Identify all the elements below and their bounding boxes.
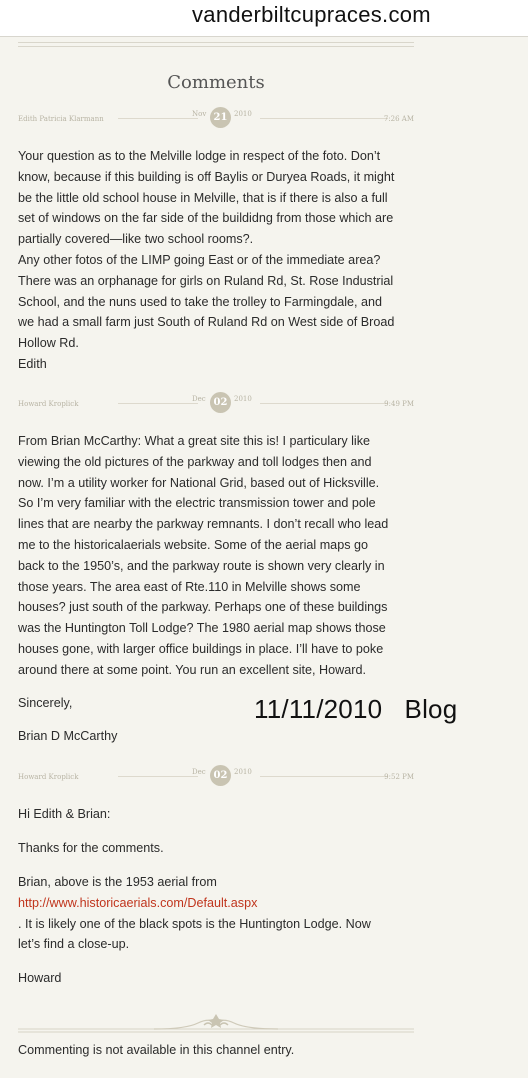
comment-line: Your question as to the Melville lodge in respect of the foto. Don’t xyxy=(18,149,381,163)
comment-month: Dec xyxy=(192,395,206,403)
comment-body xyxy=(18,146,418,375)
comment-author: Howard Kroplick xyxy=(18,400,79,408)
comment-line: Edith xyxy=(18,356,47,371)
date-badge: 02 xyxy=(210,765,231,786)
comment-line: we had a small farm just South of Ruland Rd on West side of Broad xyxy=(18,315,395,330)
comment-line: me to the historicalaerials website. Some of the aerial maps go xyxy=(18,537,368,552)
comment-year: 2010 xyxy=(234,110,252,118)
meta-divider xyxy=(118,403,198,404)
comment-line: houses? just south of the parkway. Perhaps one of these buildings xyxy=(18,600,388,615)
historicaerials-link[interactable]: http://www.historicaerials.com/Default.aspx xyxy=(18,895,258,910)
comment-body xyxy=(18,431,418,681)
comment-line: Hollow Rd. xyxy=(18,336,79,351)
comment-meta xyxy=(18,106,414,130)
signature-text: Brian D McCarthy xyxy=(18,729,118,743)
comment-author: Howard Kroplick xyxy=(18,773,79,781)
comment-time: 7:26 AM xyxy=(383,115,414,123)
comment-line: So I’m very familiar with the electric transmission tower and pole xyxy=(18,496,376,511)
greeting-text: Hi Edith & Brian: xyxy=(18,807,111,821)
date-badge: 02 xyxy=(210,392,231,413)
comment-line: back to the 1950’s, and the parkway route is shown very clearly in xyxy=(18,558,385,573)
date-badge: 21 xyxy=(210,107,231,128)
comment-line: those years. The area east of Rte.110 in Melville shows some xyxy=(18,579,361,594)
comment-line: Any other fotos of the LIMP going East or of the immediate area? xyxy=(18,252,381,267)
domain-label: vanderbiltcupraces.com xyxy=(192,2,431,27)
comment-line: set of windows on the far side of the buildidng from those which are xyxy=(18,211,394,226)
comment-line: lines that are nearby the parkway remnants. I don’t recall who lead xyxy=(18,517,389,532)
comment-line: viewing the old pictures of the parkway and toll lodges then and xyxy=(18,454,372,469)
commenting-closed-note: Commenting is not available in this channel entry. xyxy=(18,1043,295,1057)
comment-time: 9:49 PM xyxy=(384,400,414,408)
comment-line: know, because if this building is off Baylis or Duryea Roads, it might xyxy=(18,169,395,184)
comment-meta xyxy=(18,764,414,788)
browser-address-bar[interactable] xyxy=(0,0,528,37)
comment-year: 2010 xyxy=(234,768,252,776)
comment-line: be the little old school house in Melville, that is if there is also a full xyxy=(18,190,388,205)
comment-line: around there at some point. You run an excellent site, Howard. xyxy=(18,662,366,677)
comment-meta xyxy=(18,391,414,415)
top-divider xyxy=(18,42,414,47)
fleuron-divider-icon xyxy=(18,1012,414,1042)
comment-line: . It is likely one of the black spots is the Huntington Lodge. Now xyxy=(18,916,371,931)
comment-author: Edith Patricia Klarmann xyxy=(18,115,104,123)
thanks-text: Thanks for the comments. xyxy=(18,841,164,855)
overlay-caption: 11/11/2010 Blog xyxy=(254,694,458,724)
signoff-text: Howard xyxy=(18,971,62,985)
comment-line: was the Huntington Toll Lodge? The 1980 aerial map shows those xyxy=(18,621,386,636)
meta-divider xyxy=(260,776,388,777)
comment-line: From Brian McCarthy: What a great site this is! I particulary like xyxy=(18,434,371,448)
meta-divider xyxy=(118,776,198,777)
comment-line: There was an orphanage for girls on Ruland Rd, St. Rose Industrial xyxy=(18,273,394,288)
sincerely-text: Sincerely, xyxy=(18,696,73,710)
comment-time: 9:52 PM xyxy=(384,773,414,781)
comment-line: now. I’m a utility worker for National Grid, based out of Hicksville. xyxy=(18,475,380,490)
comment-year: 2010 xyxy=(234,395,252,403)
meta-divider xyxy=(260,403,388,404)
comment-month: Dec xyxy=(192,768,206,776)
comment-line: partially covered—like two school rooms?. xyxy=(18,232,254,247)
meta-divider xyxy=(260,118,388,119)
meta-divider xyxy=(118,118,198,119)
comment-line: School, and the nuns used to take the trolley to Farmingdale, and xyxy=(18,294,383,309)
comment-month: Nov xyxy=(192,110,207,118)
comment-body xyxy=(18,872,418,955)
comment-line: houses gone, with larger office buildings in place. I’ll have to poke xyxy=(18,641,384,656)
comment-line: Brian, above is the 1953 aerial from xyxy=(18,875,217,889)
comment-line: let’s find a close-up. xyxy=(18,937,130,952)
comments-heading: Comments xyxy=(167,72,265,93)
